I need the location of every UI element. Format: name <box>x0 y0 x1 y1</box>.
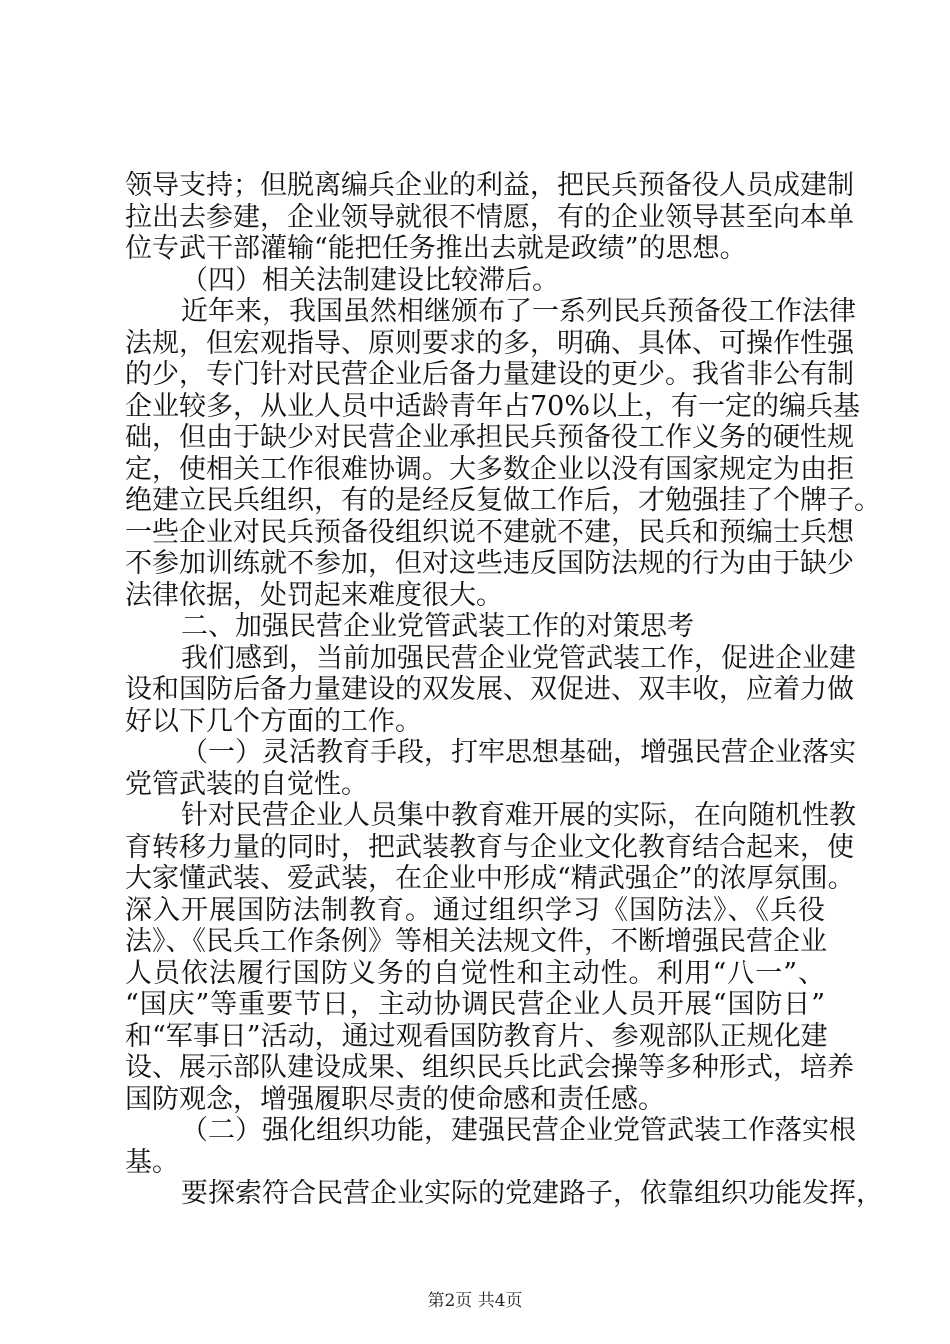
text-line: 大家懂武装、爱武装，在企业中形成“精武强企”的浓厚氛围。 <box>125 863 855 894</box>
text-line: “国庆”等重要节日，主动协调民营企业人员开展“国防日” <box>125 989 825 1020</box>
text-line: 基。 <box>125 1146 179 1178</box>
text-line: 和“军事日”活动，通过观看国防教育片、参观部队正规化建 <box>125 1020 828 1052</box>
text-line: 要探索符合民营企业实际的党建路子，依靠组织功能发挥， <box>181 1178 883 1209</box>
text-line: 深入开展国防法制教育。通过组织学习《国防法》、《兵役 <box>125 894 825 926</box>
text-line: 设和国防后备力量建设的双发展、双促进、双丰收，应着力做 <box>125 674 854 705</box>
text-line: 拉出去参建，企业领导就很不情愿，有的企业领导甚至向本单 <box>125 201 854 233</box>
text-line: 绝建立民兵组织，有的是经反复做工作后，才勉强挂了个牌子。 <box>125 485 881 516</box>
page-number: 第2页 共4页 <box>427 1291 523 1311</box>
text-line: 础，但由于缺少对民营企业承担民兵预备役工作义务的硬性规 <box>125 422 854 453</box>
text-line: 二、加强民营企业党管武装工作的对策思考 <box>181 611 694 642</box>
text-line: 法规，但宏观指导、原则要求的多，明确、具体、可操作性强 <box>125 327 854 359</box>
text-line: 领导支持；但脱离编兵企业的利益，把民兵预备役人员成建制 <box>125 170 854 201</box>
text-line: 定，使相关工作很难协调。大多数企业以没有国家规定为由拒 <box>125 453 854 485</box>
text-line: 企业较多，从业人员中适龄青年占70%以上，有一定的编兵基 <box>125 390 861 422</box>
text-line: 针对民营企业人员集中教育难开展的实际，在向随机性教 <box>181 800 856 831</box>
text-line: 好以下几个方面的工作。 <box>125 705 422 737</box>
text-line: （二）强化组织功能，建强民营企业党管武装工作落实根 <box>181 1115 856 1146</box>
text-line: 法》、《民兵工作条例》等相关法规文件，不断增强民营企业 <box>125 926 827 957</box>
text-line: 近年来，我国虽然相继颁布了一系列民兵预备役工作法律 <box>181 296 856 327</box>
text-line: 人员依法履行国防义务的自觉性和主动性。利用“八一”、 <box>125 957 825 989</box>
text-line: 我们感到，当前加强民营企业党管武装工作，促进企业建 <box>181 642 856 674</box>
page-footer <box>0 1286 950 1311</box>
text-line: 不参加训练就不参加，但对这些违反国防法规的行为由于缺少 <box>125 548 854 579</box>
text-line: 一些企业对民兵预备役组织说不建就不建，民兵和预编士兵想 <box>125 516 854 548</box>
text-line: 国防观念，增强履职尽责的使命感和责任感。 <box>125 1083 665 1115</box>
text-line: （一）灵活教育手段，打牢思想基础，增强民营企业落实 <box>181 737 856 768</box>
text-line: 党管武装的自觉性。 <box>125 768 368 800</box>
text-line: 设、展示部队建设成果、组织民兵比武会操等多种形式，培养 <box>125 1052 854 1083</box>
text-line: 位专武干部灌输“能把任务推出去就是政绩”的思想。 <box>125 233 747 264</box>
text-line: （四）相关法制建设比较滞后。 <box>181 264 559 296</box>
text-line: 法律依据，处罚起来难度很大。 <box>125 579 503 611</box>
document-body <box>125 170 883 1210</box>
text-line: 育转移力量的同时，把武装教育与企业文化教育结合起来，使 <box>125 831 854 863</box>
text-line: 的少，专门针对民营企业后备力量建设的更少。我省非公有制 <box>125 359 854 390</box>
